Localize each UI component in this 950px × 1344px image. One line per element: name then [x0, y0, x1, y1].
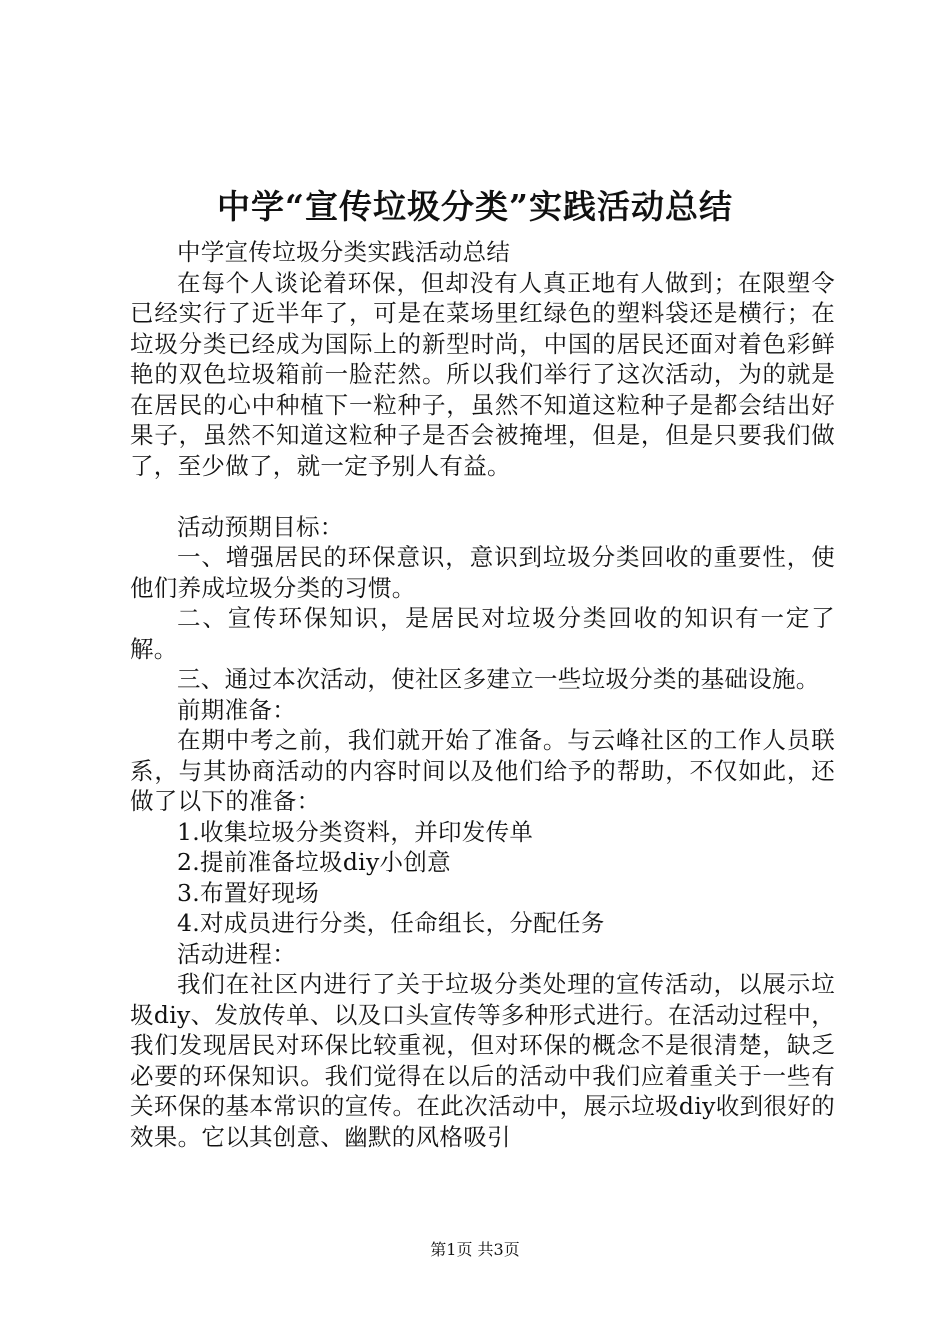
page-footer: 第1页 共3页: [430, 1240, 520, 1259]
list-item-prep-4: 4.对成员进行分类，任命组长，分配任务: [177, 909, 605, 937]
section-heading-goals: 活动预期目标：: [177, 512, 344, 541]
paragraph-goal-3: 三、通过本次活动，使社区多建立一些垃圾分类的基础设施。: [177, 665, 820, 693]
paragraph-subtitle: 中学宣传垃圾分类实践活动总结: [177, 238, 511, 266]
paragraph-goal-2: 二、宣传环保知识，是居民对垃圾分类回收的知识有一定了解。: [130, 604, 835, 663]
paragraph-goal-1: 一、增强居民的环保意识，意识到垃圾分类回收的重要性，使他们养成垃圾分类的习惯。: [130, 543, 835, 602]
list-item-prep-3: 3.布置好现场: [177, 878, 320, 907]
section-heading-process: 活动进程：: [177, 939, 296, 968]
document-body: [130, 237, 835, 1152]
paragraph-process: 我们在社区内进行了关于垃圾分类处理的宣传活动，以展示垃圾diy、发放传单、以及口头宣传等多种形式进行。在活动过程中，我们发现居民对环保比较重视，但对环保的概念不是很清楚，缺乏必要的环保知识。我们觉得在以后的活动中我们应着重关于一些有关环保的基本常识的宣传。在此次活动中，展示垃圾diy收到很好的效果。它以其创意、幽默的风格吸引: [130, 970, 835, 1151]
list-item-prep-1: 1.收集垃圾分类资料，并印发传单: [177, 817, 534, 846]
section-heading-preparation: 前期准备：: [177, 695, 296, 724]
list-item-prep-2: 2.提前准备垃圾diy小创意: [177, 848, 451, 876]
document-title: 中学“宣传垃圾分类”实践活动总结: [217, 187, 733, 226]
paragraph-intro: 在每个人谈论着环保，但却没有人真正地有人做到；在限塑令已经实行了近半年了，可是在菜场里红绿色的塑料袋还是横行；在垃圾分类已经成为国际上的新型时尚，中国的居民还面对着色彩鲜艳的双色垃圾箱前一脸茫然。所以我们举行了这次活动，为的就是在居民的心中种植下一粒种子，虽然不知道这粒种子是都会结出好果子，虽然不知道这粒种子是否会被掩埋，但是，但是只要我们做了，至少做了，就一定予别人有益。: [130, 268, 835, 480]
paragraph-preparation: 在期中考之前，我们就开始了准备。与云峰社区的工作人员联系，与其协商活动的内容时间以及他们给予的帮助，不仅如此，还做了以下的准备：: [130, 726, 835, 815]
